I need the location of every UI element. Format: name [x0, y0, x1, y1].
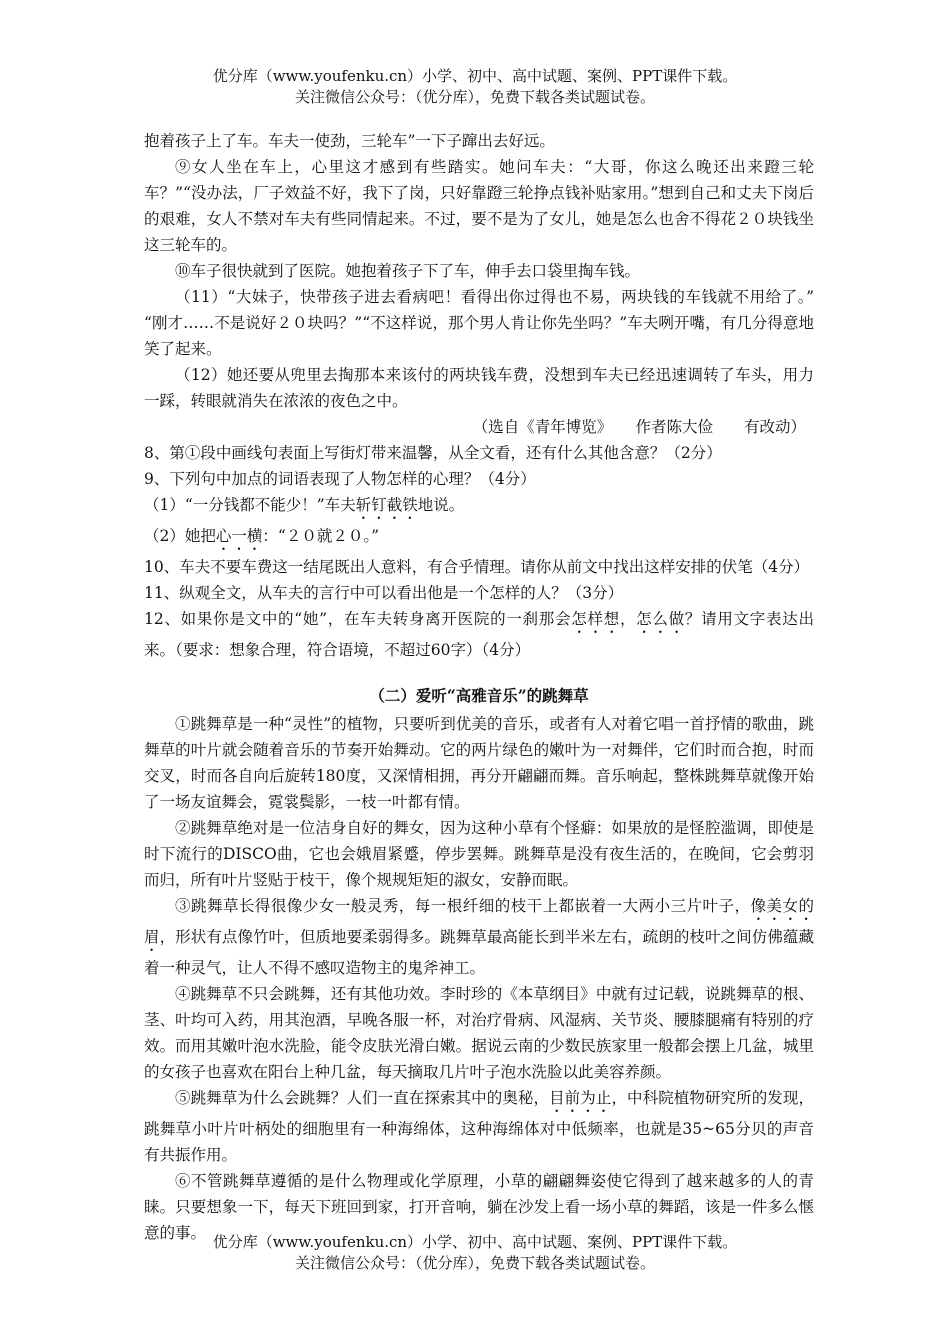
question-9-item-1	[144, 492, 814, 523]
q12-text-b: ？请用文字表达出来。（要求：想象合理，符合语境，不超过60字）（4分）	[144, 610, 814, 659]
question-11: 11、纵观全文，从车夫的言行中可以看出他是一个怎样的人？（3分）	[144, 584, 624, 602]
story-paragraph-11: （11）“大妹子，快带孩子进去看病吧！看得出你过得也不易，两块钱的车钱就不用给了。” “刚才……不是说好２０块吗？”“不这样说，那个男人肯让你先坐吗？”车夫咧开嘴，有几分得意地笑了起来。	[144, 288, 814, 358]
page-header	[0, 66, 950, 108]
story-paragraph-12: （12）她还要从兜里去掏那本来该付的两块钱车费，没想到车夫已经迅速调转了车头，用力一踩，转眼就消失在浓浓的夜色之中。	[144, 366, 814, 410]
q9-2-text-a: （2）她把	[144, 527, 216, 545]
question-10: 10、车夫不要车费这一结尾既出人意料，有合乎情理。请你从前文中找出这样安排的伏笔（4分）	[144, 558, 810, 576]
question-9: 9、下列句中加点的词语表现了人物怎样的心理？（4分）	[144, 470, 536, 488]
q12-dotted-word-1: 怎样想	[571, 610, 620, 628]
a2-p5-text-b: ，中科院植物研究所的发现，跳舞草小叶片叶柄处的细胞里有一种海绵体，这种海绵体对中低频率，也就是35~65分贝的声音有共振作用。	[144, 1089, 814, 1164]
story-paragraph-9: ⑨女人坐在车上，心里这才感到有些踏实。她问车夫：“大哥，你这么晚还出来蹬三轮车？”“没办法，厂子效益不好，我下了岗，只好靠蹬三轮挣点钱补贴家用。”想到自己和丈夫下岗后的艰难，女人不禁对车夫有些同情起来。不过，要不是为了女儿，她是怎么也舍不得花２０块钱坐这三轮车的。	[144, 158, 814, 254]
q9-1-dotted-word: 斩钉截铁	[355, 496, 418, 514]
article-2-paragraph-4: ④跳舞草不只会跳舞，还有其他功效。李时珍的《本草纲目》中就有过记载，说跳舞草的根、茎、叶均可入药，用其泡酒，早晚各服一杯，对治疗骨病、风湿病、关节炎、腰膝腿痛有特别的疗效。而用其嫩叶泡水洗脸，能令皮肤光滑白嫩。据说云南的少数民族家里一般都会摆上几盆，城里的女孩子也喜欢在阳台上种几盆，每天摘取几片叶子泡水洗脸以此美容养颜。	[144, 985, 814, 1081]
question-8: 8、第①段中画线句表面上写街灯带来温馨，从全文看，还有什么其他含意？（2分）	[144, 444, 722, 462]
q9-1-text-a: （1）“一分钱都不能少！”车夫	[144, 496, 356, 514]
story-paragraph-continued: 抱着孩子上了车。车夫一使劲，三轮车”一下子蹿出去好远。	[144, 132, 555, 150]
story-source: （选自《青年博览》 作者陈大俭 有改动）	[472, 418, 806, 436]
article-2-title: （二）爱听“高雅音乐”的跳舞草	[369, 686, 589, 705]
question-9-item-2	[144, 523, 814, 554]
footer-line-1: 优分库（www.youfenku.cn）小学、初中、高中试题、案例、PPT课件下载。	[212, 1233, 738, 1251]
story-paragraph-10: ⑩车子很快就到了医院。她抱着孩子下了车，伸手去口袋里掏车钱。	[175, 262, 641, 280]
article-2-paragraph-2: ②跳舞草绝对是一位洁身自好的舞女，因为这种小草有个怪癖：如果放的是怪腔滥调，即使是时下流行的DISCO曲，它也会娥眉紧蹙，停步罢舞。跳舞草是没有夜生活的，在晚间，它会剪羽而归，所有叶片竖贴于枝干，像个规规矩矩的淑女，安静而眠。	[144, 819, 814, 889]
q12-dotted-word-2: 怎么做	[636, 610, 685, 628]
header-line-2: 关注微信公众号：（优分库），免费下载各类试题试卷。	[294, 88, 655, 106]
footer-line-2: 关注微信公众号：（优分库），免费下载各类试题试卷。	[294, 1254, 655, 1272]
q9-2-dotted-word: 心一横	[215, 527, 263, 545]
header-line-1: 优分库（www.youfenku.cn）小学、初中、高中试题、案例、PPT课件下载。	[212, 67, 738, 85]
a2-p3-text-a: ③跳舞草长得很像少女一般灵秀，每一根纤细的枝干上都嵌着一大两小三片叶子，	[175, 897, 751, 915]
q12-text-a: 12、如果你是文中的“她”，在车夫转身离开医院的一刹那会	[144, 610, 572, 628]
document-body	[144, 128, 814, 1246]
article-2-paragraph-3	[144, 893, 814, 981]
a2-p3-dotted-phrase: 像美女的眉	[144, 897, 814, 946]
q12-text-mid: ，	[619, 610, 637, 628]
a2-p5-dotted-phrase: 目前为止	[549, 1089, 612, 1107]
q9-1-text-b: 地说。	[417, 496, 465, 514]
page-footer	[0, 1232, 950, 1274]
article-2-paragraph-1: ①跳舞草是一种“灵性”的植物，只要听到优美的音乐，或者有人对着它唱一首抒情的歌曲，跳舞草的叶片就会随着音乐的节奏开始舞动。它的两片绿色的嫩叶为一对舞伴，它们时而合抱，时而交叉，时而各自向后旋转180度，又深情相拥，再分开翩翩而舞。音乐响起，整株跳舞草就像开始了一场友谊舞会，霓裳鬓影，一枝一叶都有情。	[144, 715, 814, 811]
a2-p3-text-b: ，形状有点像竹叶，但质地要柔弱得多。跳舞草最高能长到半米左右，疏朗的枝叶之间仿佛蕴藏着一种灵气，让人不得不感叹造物主的鬼斧神工。	[144, 928, 814, 977]
question-12	[144, 606, 814, 663]
q9-2-text-b: ：“２０就２０。”	[262, 527, 379, 545]
article-2-paragraph-6: ⑥不管跳舞草遵循的是什么物理或化学原理，小草的翩翩舞姿使它得到了越来越多的人的青睐。只要想象一下，每天下班回到家，打开音响，躺在沙发上看一场小草的舞蹈，该是一件多么惬意的事。	[144, 1172, 814, 1242]
a2-p5-text-a: ⑤跳舞草为什么会跳舞？人们一直在探索其中的奥秘，	[175, 1089, 550, 1107]
article-2-paragraph-5	[144, 1085, 814, 1168]
